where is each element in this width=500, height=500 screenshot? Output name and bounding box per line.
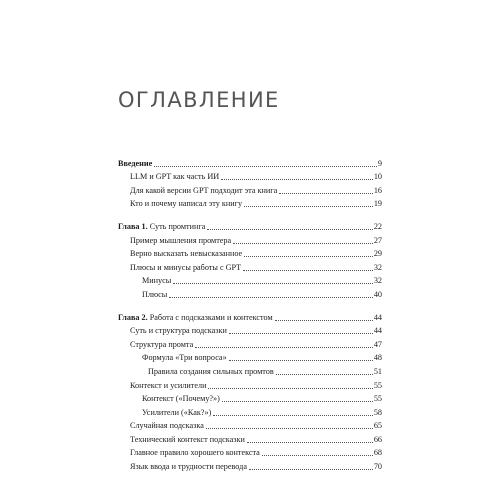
- toc-entry[interactable]: [118, 169, 382, 183]
- dot-leader: [169, 297, 373, 298]
- toc-entry[interactable]: [118, 431, 382, 445]
- dot-leader: [229, 333, 373, 334]
- toc-entry[interactable]: [118, 232, 382, 246]
- toc-page-number: 32: [373, 262, 382, 272]
- toc-section: [118, 155, 382, 209]
- toc-entry-label: Технический контекст подсказки: [130, 434, 245, 444]
- dot-leader: [221, 179, 373, 180]
- toc-entry-label: Плюсы: [142, 289, 168, 299]
- toc-entry[interactable]: [118, 418, 382, 432]
- dot-leader: [244, 256, 373, 257]
- dot-leader: [206, 428, 373, 429]
- dot-leader: [279, 193, 373, 194]
- toc-entry[interactable]: [118, 350, 382, 364]
- dot-leader: [276, 374, 373, 375]
- toc-entry[interactable]: [118, 246, 382, 260]
- toc-title: ОГЛАВЛЕНИЕ: [118, 88, 280, 112]
- toc-entry[interactable]: [118, 286, 382, 300]
- toc-entry[interactable]: [118, 323, 382, 337]
- toc-entry[interactable]: [118, 182, 382, 196]
- toc-page-number: 68: [373, 448, 382, 458]
- toc-entry[interactable]: [118, 259, 382, 273]
- dot-leader: [233, 243, 373, 244]
- toc-page-number: 58: [373, 407, 382, 417]
- toc-page-number: 51: [373, 366, 382, 376]
- toc-chapter-entry[interactable]: [118, 309, 382, 323]
- dot-leader: [195, 347, 373, 348]
- dot-leader: [173, 283, 373, 284]
- toc-entry-label: LLM и GPT как часть ИИ: [130, 172, 220, 182]
- dot-leader: [154, 166, 377, 167]
- toc-entry-label: Контекст и усилители: [130, 380, 207, 390]
- dot-leader: [208, 388, 372, 389]
- toc-page-number: 65: [373, 421, 382, 431]
- toc-entry-label: Глава 1. Суть промтинга: [118, 221, 206, 231]
- toc-page-number: 55: [373, 394, 382, 404]
- dot-leader: [275, 320, 373, 321]
- toc-entry[interactable]: [118, 445, 382, 459]
- toc-entry-label: Введение: [118, 158, 153, 168]
- toc-entry-label: Главное правило хорошего контекста: [130, 448, 260, 458]
- toc-entry-label: Для какой версии GPT подходит эта книга: [130, 185, 278, 195]
- toc-entry-label: Суть и структура подсказки: [130, 326, 227, 336]
- toc-entry-label: Плюсы и минусы работы с GPT: [130, 262, 242, 272]
- toc-entry[interactable]: [118, 363, 382, 377]
- toc-entry[interactable]: [118, 391, 382, 405]
- dot-leader: [249, 469, 373, 470]
- toc-page-number: 44: [373, 326, 382, 336]
- dot-leader: [244, 206, 373, 207]
- toc-page-number: 19: [373, 199, 382, 209]
- dot-leader: [262, 455, 373, 456]
- toc-page-number: 55: [373, 380, 382, 390]
- toc-section: [118, 309, 382, 472]
- toc-entry[interactable]: [118, 336, 382, 350]
- dot-leader: [207, 229, 372, 230]
- toc-page-number: 9: [377, 158, 382, 168]
- dot-leader: [213, 415, 373, 416]
- toc-page-number: 27: [373, 235, 382, 245]
- toc-page-number: 16: [373, 185, 382, 195]
- toc-chapter-entry[interactable]: [118, 218, 382, 232]
- toc-page-number: 10: [373, 172, 382, 182]
- toc-entry[interactable]: [118, 458, 382, 472]
- toc-entry-label: Формула «Три вопроса»: [142, 353, 227, 363]
- dot-leader: [222, 401, 373, 402]
- toc-section: [118, 218, 382, 300]
- toc-entry-label: Минусы: [142, 276, 172, 286]
- toc-entry-label: Усилители («Как?»): [142, 407, 212, 417]
- toc-entry-label: Пример мышления промтера: [130, 235, 232, 245]
- toc-page-number: 70: [373, 462, 382, 472]
- toc-page-number: 29: [373, 249, 382, 259]
- toc-page-number: 32: [373, 276, 382, 286]
- toc-page-number: 47: [373, 339, 382, 349]
- toc-entry-label: Случайная подсказка: [130, 421, 204, 431]
- dot-leader: [247, 442, 373, 443]
- toc-entry-label: Структура промта: [130, 339, 194, 349]
- toc-entry-label: Кто и почему написал эту книгу: [130, 199, 243, 209]
- toc-page-number: 66: [373, 434, 382, 444]
- toc-page-number: 40: [373, 289, 382, 299]
- toc-entry-label: Язык ввода и трудности перевода: [130, 462, 247, 472]
- toc-entry[interactable]: [118, 404, 382, 418]
- toc-entry-label: Глава 2. Работа с подсказками и контекстом: [118, 312, 273, 322]
- toc-page-number: 22: [373, 221, 382, 231]
- dot-leader: [243, 270, 373, 271]
- toc-page-number: 44: [373, 312, 382, 322]
- toc-entry-label: Правила создания сильных промтов: [148, 366, 274, 376]
- toc-entry-label: Контекст («Почему?»): [142, 394, 220, 404]
- toc-entry-label: Верно высказать невысказанное: [130, 249, 243, 259]
- toc-entry[interactable]: [118, 377, 382, 391]
- toc-entry[interactable]: [118, 273, 382, 287]
- toc-entry[interactable]: [118, 196, 382, 210]
- dot-leader: [229, 360, 373, 361]
- table-of-contents: [118, 155, 382, 481]
- toc-chapter-entry[interactable]: [118, 155, 382, 169]
- toc-page-number: 48: [373, 353, 382, 363]
